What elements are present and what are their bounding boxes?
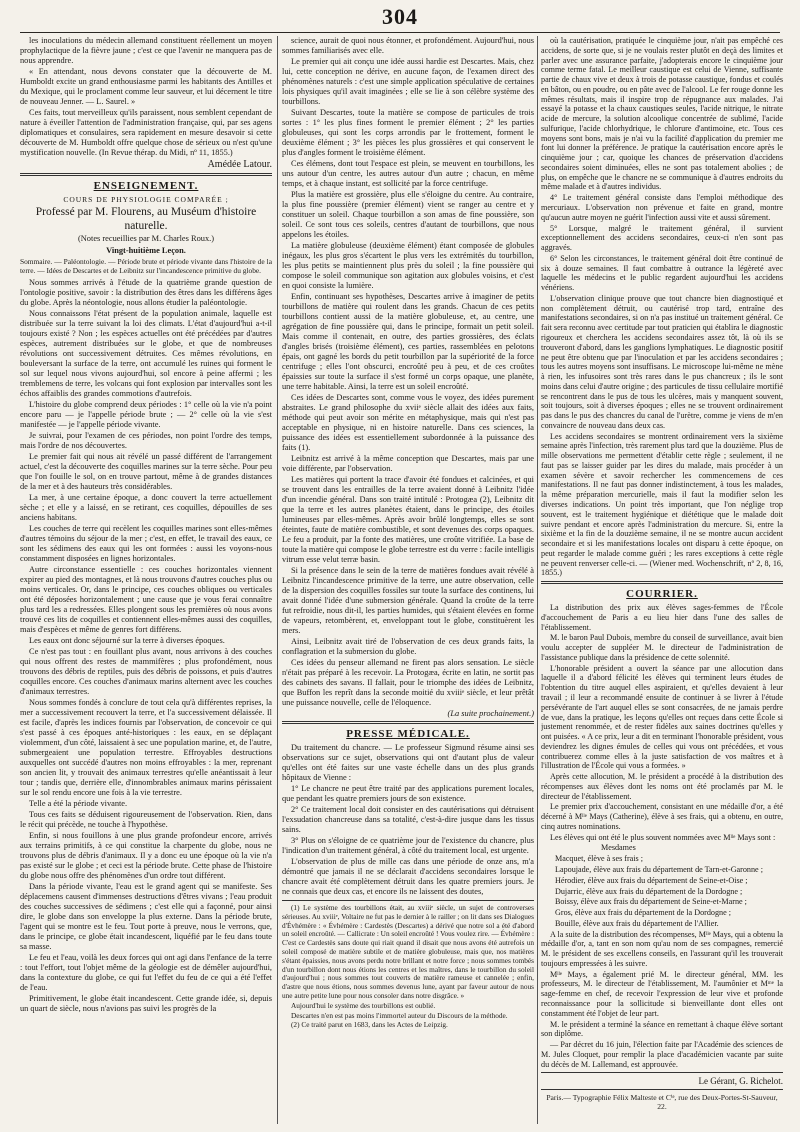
honoree-item: Dujarric, élève aux frais du département de la Dordogne ; <box>555 886 743 896</box>
paragraph: Suivant Descartes, toute la matière se compose de particules de trois sortes : 1° les plus fines forment le premier élément ; 2° les parties globuleuses, qui sont les corps arrondis par le frottement, forment le deuxième élément ; 3° les pièces les plus grossières et qui conservent le plus d'angles forment le troisième élément. <box>282 108 534 157</box>
section-title-courrier: COURRIER. <box>626 588 698 601</box>
gerant-line: Le Gérant, G. Richelot. <box>698 1076 783 1087</box>
paragraph: Tous ces faits se déduisent rigoureusement de l'observation. Rien, dans le récit qui précède, ne touche à l'hypothèse. <box>20 810 272 829</box>
courrier-closing <box>541 930 783 1070</box>
honorees-list <box>541 854 783 928</box>
column-divider <box>277 36 278 1124</box>
column-1 <box>20 36 272 1126</box>
honoree-item: Hérodier, élève aux frais du département de Seine-et-Oise ; <box>555 875 748 885</box>
paragraph: 1° Le chancre ne peut être traité par des applications purement locales, que pendant les quatre premiers jours de son existence. <box>282 784 534 803</box>
paragraph: A la suite de la distribution des récompenses, Mˡˡᵉ Mays, qui a obtenu la médaille d'or, a, tant en son nom qu'au nom de ses compagnes, remercié M. le président de ses excellens conseils, en l'assurant qu'il les trouverait toujours empressées à les suivre. <box>541 929 783 968</box>
paragraph: Plus la matière est grossière, plus elle s'éloigne du centre. Au contraire, la plus fine poussière (premier élément) vient se ranger au centre et y constituer un soleil. Chaque tourbillon a son amas de fine poussière, son soleil. Ce sont tous ces soleils, centres d'autant de tourbillons, que nous appelons les étoiles. <box>282 190 534 239</box>
honoree-item: Gros, élève aux frais du département de la Dordogne ; <box>555 908 731 918</box>
honoree-item: Bouille, élève aux frais du département de l'Allier. <box>555 918 719 928</box>
continued-note: (La suite prochainement.) <box>447 709 534 718</box>
lesson-summary: Sommaire. — Paléontologie. — Période brute et période vivante dans l'histoire de la terre. — Idées de Descartes et de Leibnitz sur l'incandescence primitive du globe. <box>20 257 272 275</box>
paragraph: où la cautérisation, pratiquée le cinquième jour, n'ait pas empêché ces accidens, de sorte que, si je ne voulais rester plutôt en deçà des limites et parler avec une assurance parfaite, j'adopterais encore le cinquième jour comme terme fatal. Le meilleur caustique est celui de Vienne, suffisante partie de chaux vive et deux à trois de potasse caustique, fondus et coulés en bâton, ou en poudre, ou en pâte avec de l'alcool. Le fer rouge donne les mêmes résultats, mais il inspire trop de répugnance aux malades. J'ai essayé la potasse et la chaux caustiques seules, l'acide nitrique, le nitrate acide de mercure, la solution alcoolique concentrée de sublimé, l'acide sulfurique, l'acide chlorhydrique, le chlorure d'antimoine, etc. Tous ces moyens sont bons, mais je n'ai vu la facilité d'application du premier me font lui donner la préférence. Je pratique la cautérisation encore après le cinquième jour ; car, quoique les chances de préservation d'accidens secondaires soient diminuées, elles ne sont pas totalement abolies ; de plus, on empêche que le chancre ne se communique à d'autres endroits du même malade et à d'autres individus. <box>541 36 783 192</box>
paragraph: Les eaux ont donc séjourné sur la terre à diverses époques. <box>29 636 225 645</box>
paragraph: science, aurait de quoi nous étonner, et profondément. Aujourd'hui, nous sommes familiarisés avec elle. <box>282 36 534 55</box>
paragraph: « En attendant, nous devons constater que la découverte de M. Humboldt excite un grand enthousiasme parmi les habitants des Antilles et du Mexique, qui le proclament comme leur sauveur, et lui décernent le titre de nouveau Jenner. — L. Saurel. » <box>20 67 272 106</box>
paragraph: Enfin, continuant ses hypothèses, Descartes arrive à imaginer de petits tourbillons de matière qui roulent dans les grands. Chacun de ces petits tourbillons contient aussi de la matière globuleuse, et, au centre, une agrégation de fine poussière qui, dans le principe, formait un petit soleil. Mais comme il contenait, en outre, des parties grossières, des éclats d'angles brisés (troisième élément), ces parties, rassemblées en pelotons épais, ont gagné les bords du petit tourbillon par la supériorité de la force centrifuge ; elles l'ont obscurci, encroûté peu à peu, et de ces croûtes épaissies sur toute la surface il s'est formé un corps opaque, une planète, une terre habitable. Ainsi, la terre est un soleil encroûté. <box>282 292 534 391</box>
paragraph: Mˡˡᵉ Mays, a également prié M. le directeur général, MM. les professeurs, M. le directeur de l'établissement, M. l'aumônier et Mᵐᵉ la sage-femme en chef, de recevoir l'expression de leur vive et profonde reconnaissance pour la sollicitude si bienveillante dont elles ont constamment été l'objet de leur part. <box>541 969 783 1018</box>
paragraph: Primitivement, le globe était incandescent. Cette grande idée, si, depuis un quart de siècle, nous n'avions pas suivi les progrès de la <box>20 994 272 1013</box>
paragraph: Les accidens secondaires se montrent ordinairement vers la sixième semaine après l'infection, très rarement plus tard que la douzième. Plus de mille observations me permettent d'établir cette règle ; seulement, il ne faut pas se laisser guider par les dires du malade, mais procéder à un examen sévère et savoir rechercher les commencemens de ces manifestations. Il ne faut pas donner indistinctement, à tous les malades, la même préparation mercurielle, mais il faut la modifier selon les diverses indications. Un point très important, que l'on néglige trop souvent, est le traitement hygiénique et diététique que le malade doit suivre pendant et encore après l'administration du mercure. Si, entre la sixième et la fin de la douzième semaine, il ne se montre aucun accident secondaire et si les manifestations locales ont disparu à cette époque, on peut regarder le malade comme guéri ; les rares exceptions à cette règle ne peuvent renverser celle-ci. — (Wiener med. Wochenschrift, nº 2, 8, 16, 1855.) <box>541 431 783 578</box>
paragraph: Après cette allocution, M. le président a procédé à la distribution des récompenses aux élèves dont les noms ont été proclamés par M. le directeur de l'établissement. <box>541 772 783 801</box>
paragraph: 6° Selon les circonstances, le traitement général doit être continué de six à douze semaines. Il faut combattre à outrance la légèreté avec laquelle les médecins et le public regardent aujourd'hui les accidens vénériens. <box>541 253 783 293</box>
footnote: (2) Ce traité parut en 1683, dans les Actes de Leipzig. <box>291 1020 448 1030</box>
paragraph: L'histoire du globe comprend deux périodes : 1° celle où la vie n'a point encore paru — je l'appelle période brute ; — 2° celle où la vie s'est manifestée — je l'appelle période vivante. <box>20 400 272 429</box>
honoree-item: Boissy, élève aux frais du département de Seine-et-Marne ; <box>555 897 747 907</box>
honoree-item: Lapoujade, élève aux frais du département de Tarn-et-Garonne ; <box>555 865 763 875</box>
paragraph: La distribution des prix aux élèves sages-femmes de l'École d'accouchement de Paris a eu lieu hier dans l'une des salles de l'établissement. <box>541 603 783 632</box>
section-rule <box>541 581 783 584</box>
course-label: COURS DE PHYSIOLOGIE COMPARÉE ; <box>63 195 229 204</box>
column-3 <box>541 36 783 1126</box>
section-title-enseignement: ENSEIGNEMENT. <box>93 180 199 192</box>
paragraph: Ces élémens, dont tout l'espace est plein, se meuvent en tourbillons, les uns autour d'un centre, les autres autour d'un autre ; chacun, en même temps, et à chaque instant, est sollicité par la force centrifuge. <box>282 159 534 188</box>
section-rule <box>282 721 534 724</box>
paragraph: Nous sommes fondés à conclure de tout cela qu'à différentes reprises, la mer a successivement recouvert la terre, et l'a successivement délaissée. Il est facile, d'après les indices fournis par l'observation, de concevoir ce qui s'est passé à ces époques anté-historiques : les eaux, en se déplaçant violemment, d'un côté, laissaient à sec une population marine, et, de l'autre, submergeaient une population terrestre. Effroyables destructions auxquelles ont succédé d'autres non moins effroyables : la mer, reprenant son ancien lit, y trouvait des animaux terrestres qu'elle anéantissait à leur tour ; tandis que, derrière elle, d'innombrables animaux marins périssaient sur le sol rendu encore une fois à la vie terrestre. <box>20 698 272 797</box>
paragraph: Le premier qui ait conçu une idée aussi hardie est Descartes. Mais, chez lui, cette conception ne dérive, en aucune façon, de l'examen direct des phénomènes naturels : c'est une simple application spéculative de certaines lois physiques qu'il avait imaginées ; elle se lie à son célèbre système des tourbillons. <box>282 57 534 106</box>
courrier-article <box>541 603 783 842</box>
lesson-body-continued <box>282 36 534 708</box>
paragraph: Les matières qui portent la trace d'avoir été fondues et calcinées, et qui se trouvent dans les entrailles de la terre avaient donné à Leibnitz l'idée d'un incendie général. Dans son traité intitulé : Protogæa (2), Leibnitz dit que la terre et les autres planètes étaient, dans le principe, des étoiles lumineuses par elles-mêmes. Après avoir brûlé longtemps, elles se sont éteintes, faute de matière combustible, et sont devenues des corps opaques. Le feu a produit, par la fonte des matières, une croûte vitrifiée. La base de toute la matière qui compose le globe terrestre est du verre : facile intelligis vitrum esse velut terræ basin. <box>282 475 534 564</box>
paragraph: Le feu et l'eau, voilà les deux forces qui ont agi dans l'enfance de la terre : tout l'effort, tout l'objet même de la géologie est de démêler aujourd'hui, dans la contexture du globe, ce qui fut l'effet du feu de ce qui a été l'effet de l'eau. <box>20 953 272 992</box>
paragraph: Si la présence dans le sein de la terre de matières fondues avait révélé à Leibnitz l'incandescence primitive de la terre, une autre observation, celle de la dispersion des coquilles fossiles sur toute la surface des continens, lui avait donné l'idée d'une submersion générale. Quand la croûte de la terre fut refroidie, nous dit-il, les parties humides, qui s'étaient élevées en forme de vapeurs, retombèrent, et, enveloppant tout le globe, constituèrent les mers. <box>282 566 534 635</box>
paragraph: Ainsi, Leibnitz avait tiré de l'observation de ces deux grands faits, la conflagration et la submersion du globe. <box>282 637 534 656</box>
paragraph: Ces faits, tout merveilleux qu'ils paraissent, nous semblent cependant de nature à éveiller l'attention de l'administration française, qui, par ses agens diplomatiques et consulaires, sera rapidement en mesure desavoir si cette découverte de M. Humboldt offre quelque chose de sérieux ou n'est qu'une mystification nouvelle. (In Revue thérap. du Midi, nº 11, 1855.) <box>20 108 272 157</box>
paragraph: Autre circonstance essentielle : ces couches horizontales viennent expirer au pied des montagnes, et là nous trouvons d'autres couches plus ou moins verticales. Or, dans le principe, ces couches obliques ou verticales ont été déposées horizontalement ; une cause que je vous ferai connaître plus tard les a redressées. Elles plongent sous les premières où nous avons trouvé ces lits de coquilles et contiennent elles-mêmes aussi des coquilles, mais d'espèces et même de genres fort différens. <box>20 565 272 634</box>
paragraph: 2° Ce traitement local doit consister en des cautérisations qui détruisent l'exsudation chancreuse dans sa totalité, c'est-à-dire jusque dans les tissus sains. <box>282 805 534 834</box>
column-divider <box>537 36 538 1124</box>
footnote-rule <box>282 900 534 901</box>
lesson-title: Vingt-huitième Leçon. <box>106 246 186 255</box>
paragraph: Je suivrai, pour l'examen de ces périodes, non point l'ordre des temps, mais l'ordre de nos découvertes. <box>20 431 272 450</box>
paragraph: M. le baron Paul Dubois, membre du conseil de surveillance, avait bien voulu accepter de suppléer M. le directeur de l'administration de l'assistance publique dans la présidence de cette solennité. <box>541 633 783 662</box>
paragraph: — Par décret du 16 juin, l'élection faite par l'Académie des sciences de M. Jules Cloquet, pour remplir la place d'académicien vacante par suite du décès de M. Lallemand, est approuvée. <box>541 1040 783 1069</box>
press-article <box>282 743 534 897</box>
paragraph: L'honorable président a ouvert la séance par une allocution dans laquelle il a d'abord félicité les élèves qui terminent leurs études de l'obtention du titre auquel elles aspiraient, et qu'elles devaient à leur travail ; il leur a recommandé ensuite de continuer à se livrer à l'étude persévérante de l'art auquel elles se sont consacrées, de ne jamais perdre de vue, dans la pratique, les leçons qu'elles ont reçues dans cette École si justement renommée, et de rester fidèles aux saines doctrines qu'elles y ont puisées. « A ce prix, leur a dit en terminant l'honorable président, vous deviendrez les dignes émules de celles qui vous ont précédées, et vous contribuerez comme elles à la juste satisfaction de vos maîtres et à l'illustration de l'École qui vous a formées. » <box>541 663 783 771</box>
header-rule <box>20 32 780 33</box>
section-rule <box>20 173 272 176</box>
paragraph: Telle a été la période vivante. <box>29 799 128 808</box>
paragraph: Les élèves qui ont été le plus souvent nommées avec Mˡˡᵉ Mays sont : <box>550 832 776 842</box>
signature: Amédée Latour. <box>207 159 272 170</box>
paragraph: 4° Le traitement général consiste dans l'emploi méthodique des mercuriaux. L'observation non prévenue et faite en grand, montre qu'aucun autre moyen ne guérit l'infection aussi vite et aussi sûrement. <box>541 193 783 222</box>
professor-line: Professé par M. Flourens, au Muséum d'histoire naturelle. <box>35 206 257 232</box>
footnote: Aujourd'hui le système des tourbillons est oublié. <box>291 1000 436 1010</box>
paragraph: Ce n'est pas tout : en fouillant plus avant, nous arrivons à des couches qui nous offrent des restes de mammifères ; plus profondément, nous trouvons des débris de reptiles, puis des débris de poissons, et puis d'autres coquilles encore. Ces couches d'animaux marins alternent avec les couches d'animaux terrestres. <box>20 647 272 696</box>
intro-article <box>20 36 272 158</box>
paragraph: Nous connaissons l'état présent de la population animale, laquelle est distribuée sur la terre suivant la loi des climats. L'état d'aujourd'hui a-t-il toujours existé ? Non ; les espèces actuelles ont été précédées par d'autres espèces, autrement distribuées sur le globe, et que de nombreuses révolutions ont successivement détruites. Ces mêmes révolutions, en bouleversant la surface de la terre, ont accumulé les ruines qui forment le sol sur lequel nous vivons aujourd'hui, sol encore à peine affermi ; les tremblemens de terre, les volcans qui font explosion par intervalles sont les échos affaiblis des grandes commotions d'autrefois. <box>20 309 272 398</box>
lesson-body <box>20 278 272 1014</box>
paragraph: Du traitement du chancre. — Le professeur Sigmund résume ainsi ses observations sur ce sujet, observations qui ont d'autant plus de valeur qu'elles ont été faites sur une vaste échelle dans un des plus grands hôpitaux de Vienne : <box>282 743 534 782</box>
column-2 <box>282 36 534 1126</box>
footnotes <box>282 904 534 1030</box>
paragraph: L'observation clinique prouve que tout chancre bien diagnostiqué et non complètement détruit, ou cautérisé trop tard, entraîne des manifestations secondaires, si on n'a pas institué un traitement général. Ce fait sera reconnu avec certitude par tout praticien qui établira le diagnostic rigoureux et cherchera les accidens secondaires assez tôt, là où ils se trouveront d'abord, dans les ganglions lymphatiques. Le diagnostic positif ne peut être obtenu que par l'inoculation et par les accidens secondaires ; tous les autres moyens sont insuffisans. Le microscope lui-même ne mène à rien, les infusoires sont très rares dans le pus chancreux ; ils le sont moins dans celui d'autre origine ; des particules de tissu cellulaire mortifié se rencontrent dans le pus de tous les ulcères, mais y manquent souvent, soit toujours, soit à diverses époques ; elles ne se trouvent ordinairement pas dans le pus des chancres du canal de l'urètre, comme je viens de m'en convaincre de nouveau dans deux cas. <box>541 293 783 430</box>
paragraph: L'observation de plus de mille cas dans une période de onze ans, m'a démontré que jamais il ne se déclarait d'accidens secondaires lorsque le chancre avait été complètement détruit dans les quatre premiers jours. Je ne connais que deux cas, et encore ils ne laissent des doutes, <box>282 857 534 896</box>
notes-by: (Notes recueillies par M. Charles Roux.) <box>77 234 215 243</box>
paragraph: 3° Plus on s'éloigne de ce quatrième jour de l'existence du chancre, plus l'indication d'un traitement général, à côté du traitement local, est urgente. <box>282 836 534 855</box>
paragraph: Le premier fait qui nous ait révélé un passé différent de l'arrangement actuel, c'est la découverte des coquilles marines sur la terre sèche. Pour peu que l'on fouille le sol, on en trouve partout, même à de grandes distances de la mer et à des hauteurs très considérables. <box>20 452 272 491</box>
paragraph: Les couches de terre qui recèlent les coquilles marines sont elles-mêmes d'autres témoins du séjour de la mer ; c'est, en effet, le travail des eaux, ce sont les sédimens des eaux qui les ont formées : aussi les voyons-nous constamment disposées en lignes horizontales. <box>20 524 272 563</box>
paragraph: M. le président a terminé la séance en remettant à chaque élève sortant son diplôme. <box>541 1019 783 1039</box>
page-number: 304 <box>382 4 418 29</box>
press-article-continued <box>541 36 783 578</box>
honorees-label: Mesdames <box>601 843 636 853</box>
paragraph: La mer, à une certaine époque, a donc couvert la terre actuellement sèche ; et elle y a laissé, en se retirant, ces coquilles, dépouilles de ses anciens habitans. <box>20 493 272 522</box>
paragraph: Ces idées du penseur allemand ne firent pas alors sensation. Le siècle n'était pas préparé à les recevoir. La Protogæa, écrite en latin, ne sortit pas des cabinets des savans. Il fallait, pour le triomphe des idées de Leibnitz, que Buffon les reprît dans la seconde moitié du xviiiᵉ siècle, et leur prêtât une puissance nouvelle, celle de l'éloquence. <box>282 658 534 707</box>
paragraph: Leibnitz est arrivé à la même conception que Descartes, mais par une voie différente, par l'observation. <box>282 454 534 473</box>
imprint-rule <box>541 1089 783 1090</box>
printer-imprint: Paris.— Typographie Félix Malteste et Cⁱᵉ, rue des Deux-Portes-St-Sauveur, 22. <box>546 1093 778 1112</box>
paragraph: 5° Lorsque, malgré le traitement général, il survient exceptionnellement des accidens secondaires, ceux-ci n'en sont pas aggravés. <box>541 223 783 253</box>
paragraph: Le premier prix d'accouchement, consistant en une médaille d'or, a été décerné à Mˡˡᵉ Mays (Catherine), élève à ses frais, qui a obtenu, en outre, cinq autres nominations. <box>541 802 783 831</box>
paragraph: Ces idées de Descartes sont, comme vous le voyez, des idées purement abstraites. Le grand philosophe du xviiᵉ siècle allait des idées aux faits, méthode qui peut avoir son mérite en métaphysique, mais qui n'est pas acceptable en physique, ni en histoire naturelle. Dans ces sciences, la puissance des idées est essentiellement subordonnée à la puissance des faits (1). <box>282 393 534 452</box>
paragraph: les inoculations du médecin allemand constituent réellement un moyen prophylactique de la fièvre jaune ; c'est ce que l'avenir ne manquera pas de nous apprendre. <box>20 36 272 65</box>
section-title-presse: PRESSE MÉDICALE. <box>346 728 470 740</box>
closing-rule <box>541 1072 783 1073</box>
paragraph: Dans la période vivante, l'eau est le grand agent qui se manifeste. Ses déplacemens causent d'immenses destructions d'êtres vivans ; l'eau produit des couches successives de sédimens ; c'est elle qui a façonné, pour ainsi dire, le globe dans son enveloppe la plus externe. Dans la période brute, l'agent qui se montre est le feu. Tout porte à preuve, nous le verrons, que, dans le principe, ce globe était incandescent, liquéfié par le feu dans toute sa masse. <box>20 882 272 951</box>
paragraph: Nous sommes arrivés à l'étude de la quatrième grande question de l'ontologie positive, savoir : la distribution des êtres dans les différens âges du globe. Après la néontologie, nous allons étudier la paléontologie. <box>20 278 272 307</box>
honoree-item: Macquet, élève à ses frais ; <box>555 854 643 864</box>
paragraph: La matière globuleuse (deuxième élément) étant composée de globules inégaux, les plus gros s'écartent le plus vers les extrémités du tourbillon, les plus petits se maintiennent plus près du soleil ; la fine poussière qui compose le soleil communique son agitation aux globules voisins, et c'est en quoi consiste la lumière. <box>282 241 534 290</box>
footnote: (1) Le système des tourbillons était, au xviiiᵉ siècle, un sujet de controverses sérieuses. Au xviiiᵉ, Voltaire ne fut pas le dernier à le railler ; on lit dans ses Dialogues d'Évhémère : « Évhémère : Cardestès (Descartes) a dérivé que notre sol a été d'abord un soleil encroûté. — Callicrate : Un soleil encroûté ! Vous voulez rire. — Évhémère : C'est ce Cardestès sans doute qui riait quand il disait que nous avons été autrefois un soleil composé de matière subtile et de matière globuleuse, mais que, nos matières s'étant épaissies, nous avons perdu notre brillant et notre force ; nous sommes tombés d'un tourbillon dont nous étions les centres et les maîtres, dans le tourbillon du soleil d'aujourd'hui ; nous sommes tout couverts de matière rameuse et cannelée ; enfin, d'astre que nous étions, nous sommes devenus lune, ayant par faveur autour de nous une autre petite lune pour nous consoler dans notre disgrâce. » <box>282 903 534 1000</box>
footnote: Descartes n'en est pas moins l'immortel auteur du Discours de la méthode. <box>291 1010 508 1020</box>
paragraph: Enfin, si nous fouillons à une plus grande profondeur encore, arrivés aux terrains primitifs, à ce qui constitue la charpente du globe, nous ne trouvons plus de débris d'animaux. Il y a donc eu une époque où la vie n'a pas existé sur le globe ; et ceci est la période brute. Cette phase de l'histoire du globe nous offre des phénomènes d'un ordre tout différent. <box>20 831 272 880</box>
